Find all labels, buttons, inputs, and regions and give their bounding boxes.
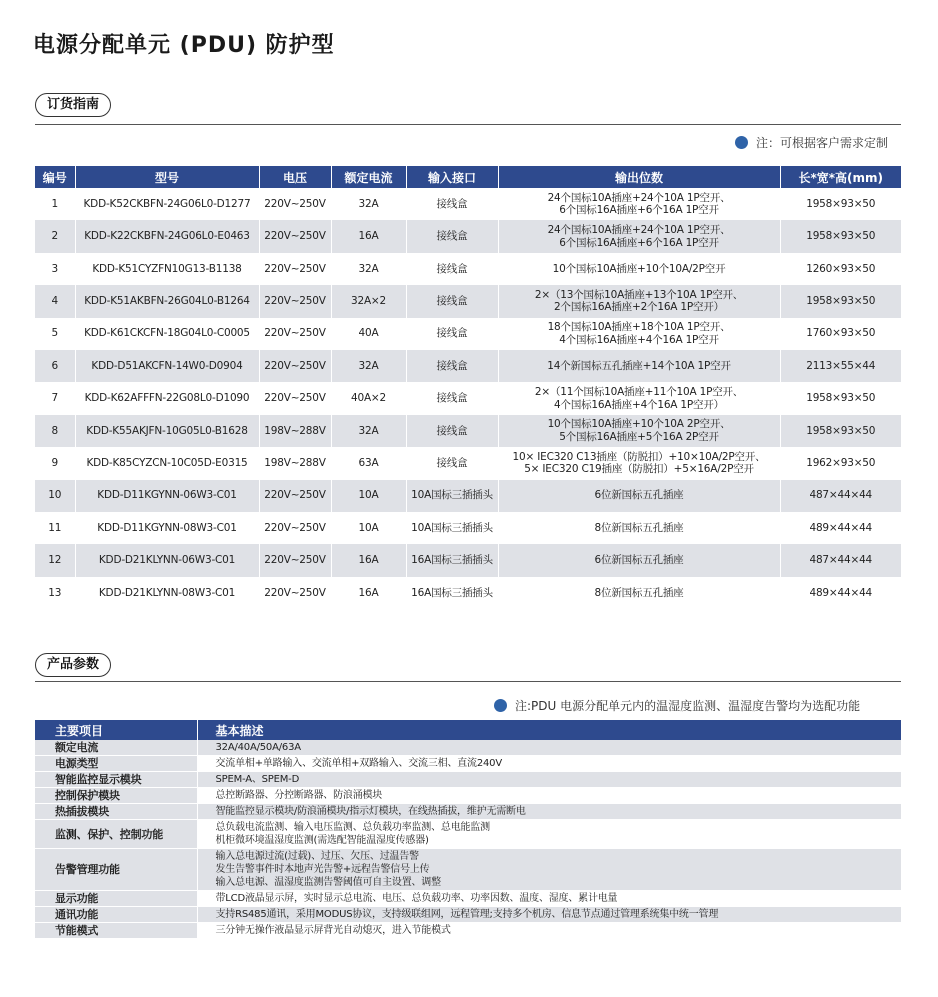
- param-description: 总控断路器、分控断路器、防浪涌模块: [197, 788, 901, 804]
- table-cell: 1962×93×50: [780, 447, 901, 479]
- table-cell: 1260×93×50: [780, 253, 901, 285]
- table-cell: 接线盒: [406, 188, 498, 220]
- table-cell: 1958×93×50: [780, 415, 901, 447]
- table-cell: 1958×93×50: [780, 220, 901, 252]
- table-cell: 接线盒: [406, 447, 498, 479]
- table-cell: 2113×55×44: [780, 350, 901, 382]
- table-cell: 10A: [331, 512, 406, 544]
- table-cell: 接线盒: [406, 382, 498, 414]
- param-item: 监测、保护、控制功能: [35, 820, 197, 849]
- table-cell: 32A: [331, 415, 406, 447]
- table-cell: 2: [35, 220, 75, 252]
- table-cell: 10A国标三插插头: [406, 480, 498, 512]
- note-bullet-icon: [494, 699, 507, 712]
- table-cell: 220V~250V: [259, 285, 331, 317]
- note-bullet-icon: [735, 136, 748, 149]
- table-cell: 220V~250V: [259, 512, 331, 544]
- page-title: 电源分配单元 (PDU) 防护型: [33, 33, 335, 58]
- table-cell: 10A: [331, 480, 406, 512]
- table-row: [35, 188, 901, 220]
- column-header: 基本描述: [197, 720, 901, 740]
- column-header: 电压: [259, 166, 331, 188]
- table-cell: 11: [35, 512, 75, 544]
- table-cell: KDD-K22CKBFN-24G06L0-E0463: [75, 220, 259, 252]
- table-cell: KDD-K62AFFFN-22G08L0-D1090: [75, 382, 259, 414]
- table-row: [35, 415, 901, 447]
- table-cell: KDD-K61CKCFN-18G04L0-C0005: [75, 318, 259, 350]
- column-header: 长*宽*高(mm): [780, 166, 901, 188]
- table-cell: 1958×93×50: [780, 188, 901, 220]
- column-header: 输入接口: [406, 166, 498, 188]
- param-item: 告警管理功能: [35, 849, 197, 891]
- table-cell: KDD-K51AKBFN-26G04L0-B1264: [75, 285, 259, 317]
- table-cell: 220V~250V: [259, 188, 331, 220]
- table-cell: 接线盒: [406, 253, 498, 285]
- params-note-text: 注:PDU 电源分配单元内的温湿度监测、温湿度告警均为选配功能: [515, 699, 861, 713]
- table-cell: 7: [35, 382, 75, 414]
- table-cell: 198V~288V: [259, 447, 331, 479]
- table-cell: 接线盒: [406, 318, 498, 350]
- table-cell: 40A: [331, 318, 406, 350]
- ordering-divider: [35, 124, 901, 125]
- table-cell: 9: [35, 447, 75, 479]
- param-row: [35, 804, 901, 820]
- table-cell: 489×44×44: [780, 512, 901, 544]
- table-row: [35, 480, 901, 512]
- table-row: [35, 285, 901, 317]
- table-cell: 10× IEC320 C13插座（防脱扣）+10×10A/2P空开、 5× IEC320 C19插座（防脱扣）+5×16A/2P空开: [498, 447, 780, 479]
- table-cell: 220V~250V: [259, 480, 331, 512]
- table-cell: 10: [35, 480, 75, 512]
- param-row: [35, 923, 901, 939]
- table-cell: 18个国标10A插座+18个10A 1P空开、 4个国标16A插座+4个16A 1P空开: [498, 318, 780, 350]
- table-cell: KDD-D51AKCFN-14W0-D0904: [75, 350, 259, 382]
- table-cell: KDD-K51CYZFN10G13-B1138: [75, 253, 259, 285]
- param-row: [35, 740, 901, 756]
- param-row: [35, 756, 901, 772]
- table-cell: KDD-K52CKBFN-24G06L0-D1277: [75, 188, 259, 220]
- table-cell: 接线盒: [406, 415, 498, 447]
- param-description: 三分钟无操作液晶显示屏背光自动熄灭，进入节能模式: [197, 923, 901, 939]
- table-cell: 10A国标三插插头: [406, 512, 498, 544]
- param-row: [35, 788, 901, 804]
- table-cell: 2×（11个国标10A插座+11个10A 1P空开、 4个国标16A插座+4个16A 1P空开）: [498, 382, 780, 414]
- table-row: [35, 220, 901, 252]
- table-cell: 220V~250V: [259, 253, 331, 285]
- table-row: [35, 512, 901, 544]
- table-cell: KDD-D21KLYNN-08W3-C01: [75, 577, 259, 609]
- table-cell: 16A: [331, 577, 406, 609]
- param-item: 额定电流: [35, 740, 197, 756]
- table-cell: 40A×2: [331, 382, 406, 414]
- column-header: 型号: [75, 166, 259, 188]
- table-cell: 220V~250V: [259, 350, 331, 382]
- table-cell: KDD-D21KLYNN-06W3-C01: [75, 544, 259, 576]
- table-cell: 5: [35, 318, 75, 350]
- table-row: [35, 382, 901, 414]
- table-cell: 1: [35, 188, 75, 220]
- param-item: 显示功能: [35, 891, 197, 907]
- param-description: 总负载电流监测、输入电压监测、总负载功率监测、总电能监测 机柜微环境温湿度监测(需选配智能温湿度传感器): [197, 820, 901, 849]
- table-cell: 220V~250V: [259, 577, 331, 609]
- table-cell: 32A: [331, 188, 406, 220]
- table-cell: 198V~288V: [259, 415, 331, 447]
- table-cell: KDD-K55AKJFN-10G05L0-B1628: [75, 415, 259, 447]
- table-row: [35, 447, 901, 479]
- table-row: [35, 350, 901, 382]
- param-row: [35, 849, 901, 891]
- table-cell: 16A国标三插插头: [406, 544, 498, 576]
- param-description: 智能监控显示模块/防浪涌模块/指示灯模块，在线热插拔，维护无需断电: [197, 804, 901, 820]
- column-header: 额定电流: [331, 166, 406, 188]
- table-cell: 63A: [331, 447, 406, 479]
- param-item: 热插拔模块: [35, 804, 197, 820]
- param-description: 支持RS485通讯，采用MODUS协议，支持级联组网，远程管理;支持多个机房、信息节点通过管理系统集中统一管理: [197, 907, 901, 923]
- table-cell: 487×44×44: [780, 544, 901, 576]
- column-header: 输出位数: [498, 166, 780, 188]
- table-cell: 220V~250V: [259, 220, 331, 252]
- param-description: 输入总电源过流(过载)、过压、欠压、过温告警 发生告警事件时本地声光告警+远程告警信号上传 输入总电源、温湿度监测告警阈值可自主设置、调整: [197, 849, 901, 891]
- param-description: 带LCD液晶显示屏，实时显示总电流、电压、总负载功率、功率因数、温度、湿度、累计电量: [197, 891, 901, 907]
- ordering-section-label: 订货指南: [35, 93, 111, 117]
- table-cell: 8: [35, 415, 75, 447]
- param-row: [35, 907, 901, 923]
- table-cell: 220V~250V: [259, 382, 331, 414]
- param-row: [35, 891, 901, 907]
- table-cell: 3: [35, 253, 75, 285]
- table-cell: 1760×93×50: [780, 318, 901, 350]
- param-item: 控制保护模块: [35, 788, 197, 804]
- table-cell: 16A国标三插插头: [406, 577, 498, 609]
- params-section-label: 产品参数: [35, 653, 111, 677]
- table-cell: 10个国标10A插座+10个10A 2P空开、 5个国标16A插座+5个16A 2P空开: [498, 415, 780, 447]
- table-cell: 4: [35, 285, 75, 317]
- table-cell: 32A×2: [331, 285, 406, 317]
- table-cell: 10个国标10A插座+10个10A/2P空开: [498, 253, 780, 285]
- table-cell: KDD-D11KGYNN-06W3-C01: [75, 480, 259, 512]
- table-cell: 16A: [331, 544, 406, 576]
- param-item: 电源类型: [35, 756, 197, 772]
- column-header: 编号: [35, 166, 75, 188]
- ordering-table: [35, 166, 901, 609]
- table-cell: 16A: [331, 220, 406, 252]
- table-cell: 6位新国标五孔插座: [498, 480, 780, 512]
- table-cell: 14个新国标五孔插座+14个10A 1P空开: [498, 350, 780, 382]
- table-cell: KDD-K85CYZCN-10C05D-E0315: [75, 447, 259, 479]
- table-cell: 8位新国标五孔插座: [498, 512, 780, 544]
- params-note: [494, 697, 860, 714]
- table-cell: 24个国标10A插座+24个10A 1P空开、 6个国标16A插座+6个16A 1P空开: [498, 188, 780, 220]
- table-cell: 8位新国标五孔插座: [498, 577, 780, 609]
- table-cell: 6: [35, 350, 75, 382]
- table-cell: 487×44×44: [780, 480, 901, 512]
- param-item: 智能监控显示模块: [35, 772, 197, 788]
- param-item: 通讯功能: [35, 907, 197, 923]
- params-table: [35, 720, 901, 939]
- param-item: 节能模式: [35, 923, 197, 939]
- table-row: [35, 544, 901, 576]
- table-cell: 1958×93×50: [780, 382, 901, 414]
- param-description: 32A/40A/50A/63A: [197, 740, 901, 756]
- table-cell: KDD-D11KGYNN-08W3-C01: [75, 512, 259, 544]
- ordering-note-text: 注：可根据客户需求定制: [756, 136, 889, 150]
- params-divider: [35, 681, 901, 682]
- table-cell: 接线盒: [406, 220, 498, 252]
- param-row: [35, 772, 901, 788]
- table-row: [35, 253, 901, 285]
- table-cell: 13: [35, 577, 75, 609]
- table-cell: 1958×93×50: [780, 285, 901, 317]
- param-description: 交流单相+单路输入、交流单相+双路输入、交流三相、直流240V: [197, 756, 901, 772]
- table-cell: 12: [35, 544, 75, 576]
- table-cell: 32A: [331, 253, 406, 285]
- table-row: [35, 318, 901, 350]
- column-header: 主要项目: [35, 720, 197, 740]
- table-cell: 24个国标10A插座+24个10A 1P空开、 6个国标16A插座+6个16A 1P空开: [498, 220, 780, 252]
- table-row: [35, 577, 901, 609]
- table-cell: 220V~250V: [259, 318, 331, 350]
- table-cell: 6位新国标五孔插座: [498, 544, 780, 576]
- param-description: SPEM-A、SPEM-D: [197, 772, 901, 788]
- table-cell: 489×44×44: [780, 577, 901, 609]
- table-cell: 32A: [331, 350, 406, 382]
- table-cell: 接线盒: [406, 285, 498, 317]
- ordering-note: [735, 134, 888, 151]
- table-cell: 接线盒: [406, 350, 498, 382]
- table-cell: 220V~250V: [259, 544, 331, 576]
- table-cell: 2×（13个国标10A插座+13个10A 1P空开、 2个国标16A插座+2个16A 1P空开）: [498, 285, 780, 317]
- param-row: [35, 820, 901, 849]
